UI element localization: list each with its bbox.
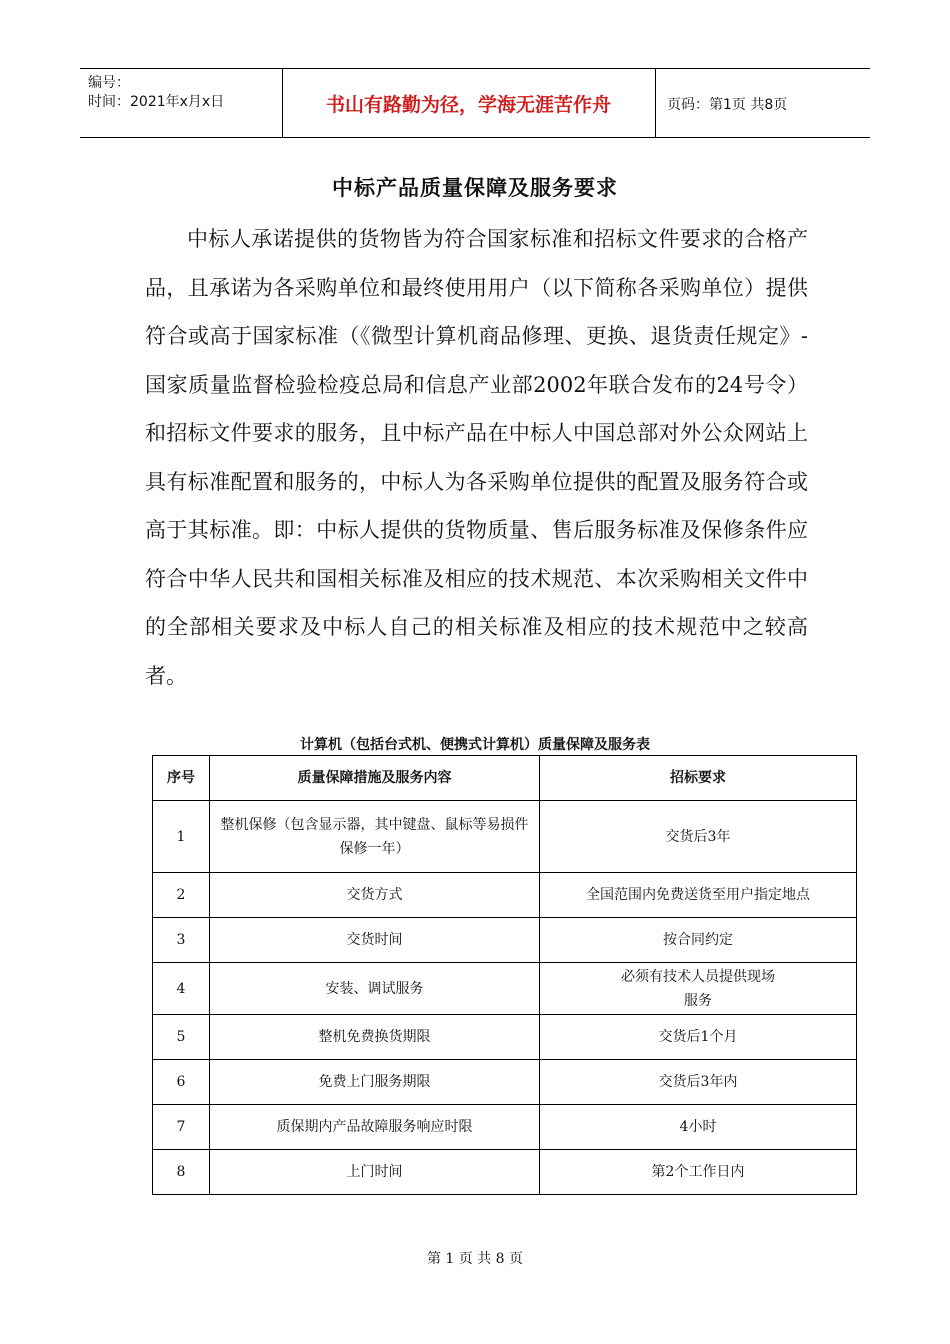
table-row <box>153 873 857 918</box>
table-row <box>153 1105 857 1150</box>
header-cell-requirement: 招标要求 <box>540 756 857 801</box>
row-index: 2 <box>153 873 210 918</box>
row-index: 7 <box>153 1105 210 1150</box>
document-title: 中标产品质量保障及服务要求 <box>332 176 618 200</box>
table-row <box>153 1015 857 1060</box>
row-requirement: 第2个工作日内 <box>540 1150 857 1195</box>
row-index: 1 <box>153 801 210 873</box>
row-measure: 整机免费换货期限 <box>210 1015 540 1060</box>
table-row <box>153 801 857 873</box>
row-measure: 免费上门服务期限 <box>210 1060 540 1105</box>
row-measure: 质保期内产品故障服务响应时限 <box>210 1105 540 1150</box>
table-row <box>153 963 857 1015</box>
header-meta-cell <box>80 69 283 137</box>
row-requirement: 交货后1个月 <box>540 1015 857 1060</box>
body-paragraph: 中标人承诺提供的货物皆为符合国家标准和招标文件要求的合格产品，且承诺为各采购单位和最终使用用户（以下简称各采购单位）提供符合或高于国家标准（《微型计算机商品修理、更换、退货责任规定》-国家质量监督检验检疫总局和信息产业部2002年联合发布的24号令）和招标文件要求的服务，且中标产品在中标人中国总部对外公众网站上具有标准配置和服务的，中标人为各采购单位提供的配置及服务符合或高于其标准。即：中标人提供的货物质量、售后服务标准及保修条件应符合中华人民共和国相关标准及相应的技术规范、本次采购相关文件中的全部相关要求及中标人自己的相关标准及相应的技术规范中之较高者。 <box>145 227 808 688</box>
row-requirement: 交货后3年 <box>540 801 857 873</box>
row-measure: 安装、调试服务 <box>210 963 540 1015</box>
header-cell-index: 序号 <box>153 756 210 801</box>
table-header-row <box>153 756 857 801</box>
table-row <box>153 1150 857 1195</box>
date-label: 时间：2021年x月x日 <box>88 94 225 110</box>
row-index: 8 <box>153 1150 210 1195</box>
header-page-cell <box>655 69 870 137</box>
row-requirement: 4小时 <box>540 1105 857 1150</box>
page-header <box>80 68 870 138</box>
row-measure: 整机保修（包含显示器，其中键盘、鼠标等易损件保修一年） <box>210 801 540 873</box>
motto-text: 书山有路勤为径，学海无涯苦作舟 <box>325 94 611 116</box>
row-index: 3 <box>153 918 210 963</box>
row-measure: 上门时间 <box>210 1150 540 1195</box>
row-measure: 交货时间 <box>210 918 540 963</box>
page-info: 页码：第1页 共8页 <box>667 97 788 113</box>
row-index: 5 <box>153 1015 210 1060</box>
row-requirement: 全国范围内免费送货至用户指定地点 <box>540 873 857 918</box>
table-row <box>153 1060 857 1105</box>
row-requirement: 按合同约定 <box>540 918 857 963</box>
row-index: 6 <box>153 1060 210 1105</box>
number-label: 编号： <box>88 75 130 91</box>
page-footer: 第 1 页 共 8 页 <box>426 1251 524 1267</box>
table-caption: 计算机（包括台式机、便携式计算机）质量保障及服务表 <box>300 737 650 753</box>
row-requirement: 必须有技术人员提供现场服务 <box>540 963 857 1015</box>
service-table <box>152 755 857 1195</box>
header-cell-measure: 质量保障措施及服务内容 <box>210 756 540 801</box>
row-measure: 交货方式 <box>210 873 540 918</box>
row-requirement: 交货后3年内 <box>540 1060 857 1105</box>
row-index: 4 <box>153 963 210 1015</box>
table-row <box>153 918 857 963</box>
header-motto-cell <box>282 69 656 137</box>
